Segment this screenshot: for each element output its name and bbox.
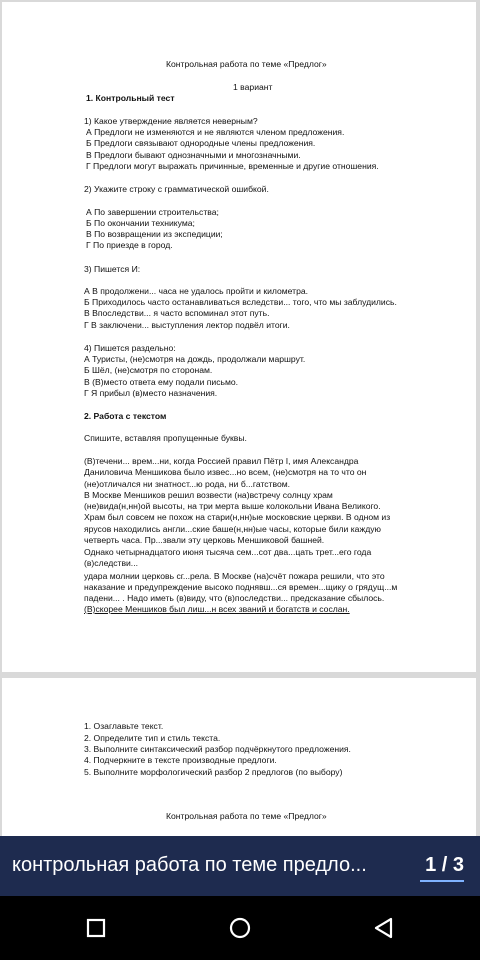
triangle-back-icon (373, 917, 395, 939)
text-line: наказание и предупреждение высоко поднявш...ся времен...щику о грядущ...м (84, 582, 398, 592)
text-line: (в)следстви... (84, 558, 138, 568)
recents-button[interactable] (76, 908, 116, 948)
q1-option-b: Б Предлоги связывают однородные члены предложения. (86, 138, 316, 148)
text-instruction: Спишите, вставляя пропущенные буквы. (84, 433, 247, 443)
doc-title-page-2: Контрольная работа по теме «Предлог» (166, 811, 327, 821)
q4-option-d: Г Я прибыл (в)место назначения. (84, 388, 218, 398)
section-heading-test: 1. Контрольный тест (86, 93, 175, 103)
text-line: удара молнии церковь сг...рела. В Москве (на)счёт пожара решили, что это (84, 571, 385, 581)
text-line: Храм был совсем не похож на стари(н,нн)ые московские церкви. В одном из (84, 512, 391, 522)
q2-option-c: В По возвращении из экспедиции; (86, 229, 223, 239)
task-item: 3. Выполните синтаксический разбор подчёркнутого предложения. (84, 744, 351, 754)
q3-option-d: Г В заключени... выступления лектор подвёл итоги. (84, 320, 290, 330)
document-caption-bar (0, 836, 480, 896)
document-title[interactable]: контрольная работа по теме предло... (12, 854, 367, 876)
text-line: ярусов находились англи...ские баше(н,нн)ые часы, которые били каждую (84, 524, 381, 534)
q2-option-d: Г По приезде в город. (86, 240, 173, 250)
square-recents-icon (86, 918, 106, 938)
underlined-sentence: (В)скорее Меншиков был лиш...н всех званий и богатств и сослан. (84, 604, 350, 614)
text-line: Даниловича Меншикова было извес...но всем, (не)смотря на то что он (84, 467, 367, 477)
android-navigation-bar (0, 896, 480, 960)
q2-option-b: Б По окончании техникума; (86, 218, 195, 228)
q1-option-d: Г Предлоги могут выражать причинные, временные и другие отношения. (86, 161, 379, 171)
question-4: 4) Пишется раздельно: (84, 343, 176, 353)
q4-option-a: А Туристы, (не)смотря на дождь, продолжали маршрут. (84, 354, 306, 364)
variant-label: 1 вариант (233, 82, 273, 92)
task-item: 4. Подчеркните в тексте производные предлоги. (84, 755, 277, 765)
task-item: 5. Выполните морфологический разбор 2 предлогов (по выбору) (84, 767, 343, 777)
q1-option-a: А Предлоги не изменяются и не являются членом предложения. (86, 127, 345, 137)
text-line: В Москве Меншиков решил возвести (на)встречу солнцу храм (84, 490, 333, 500)
q4-option-c: В (В)место ответа ему подали письмо. (84, 377, 239, 387)
question-1: 1) Какое утверждение является неверным? (84, 116, 258, 126)
home-button[interactable] (220, 908, 260, 948)
section-heading-text-work: 2. Работа с текстом (84, 411, 167, 421)
task-item: 2. Определите тип и стиль текста. (84, 733, 221, 743)
text-line: (не)отличался ни знатност...ю рода, ни б...гатством. (84, 479, 291, 489)
q4-option-b: Б Шёл, (не)смотря по сторонам. (84, 365, 213, 375)
text-line: четверть часа. Пр...звали эту церковь Меншиковой башней. (84, 535, 325, 545)
document-page-2 (2, 678, 476, 838)
q3-option-a: А В продолжени... часа не удалось пройти и километра. (84, 286, 309, 296)
task-item: 1. Озаглавьте текст. (84, 721, 164, 731)
text-line: падени... . Надо иметь (в)виду, что (в)последстви... предсказание сбылось. (84, 593, 385, 603)
document-page-1 (2, 2, 476, 672)
question-2: 2) Укажите строку с грамматической ошибкой. (84, 184, 269, 194)
text-line: (не)вида(н,нн)ой высоты, на три мерта выше колокольни Ивана Великого. (84, 501, 381, 511)
doc-title: Контрольная работа по теме «Предлог» (166, 59, 327, 69)
back-button[interactable] (364, 908, 404, 948)
q1-option-c: В Предлоги бывают однозначными и многозначными. (86, 150, 301, 160)
q3-option-b: Б Приходилось часто останавливаться вследстви... того, что мы заблудились. (84, 297, 397, 307)
page-counter-underline (420, 880, 464, 882)
text-line: Однако четырнадцатого июня тысяча сем...сот два...цать трет...его года (84, 547, 372, 557)
q2-option-a: А По завершении строительства; (86, 207, 219, 217)
page-counter: 1 / 3 (425, 854, 464, 876)
text-line: (В)течени... врем...ни, когда Россией правил Пётр I, имя Александра (84, 456, 359, 466)
circle-home-icon (228, 916, 252, 940)
q3-option-c: В Впоследстви... я часто вспоминал этот путь. (84, 308, 270, 318)
question-3: 3) Пишется И: (84, 264, 141, 274)
